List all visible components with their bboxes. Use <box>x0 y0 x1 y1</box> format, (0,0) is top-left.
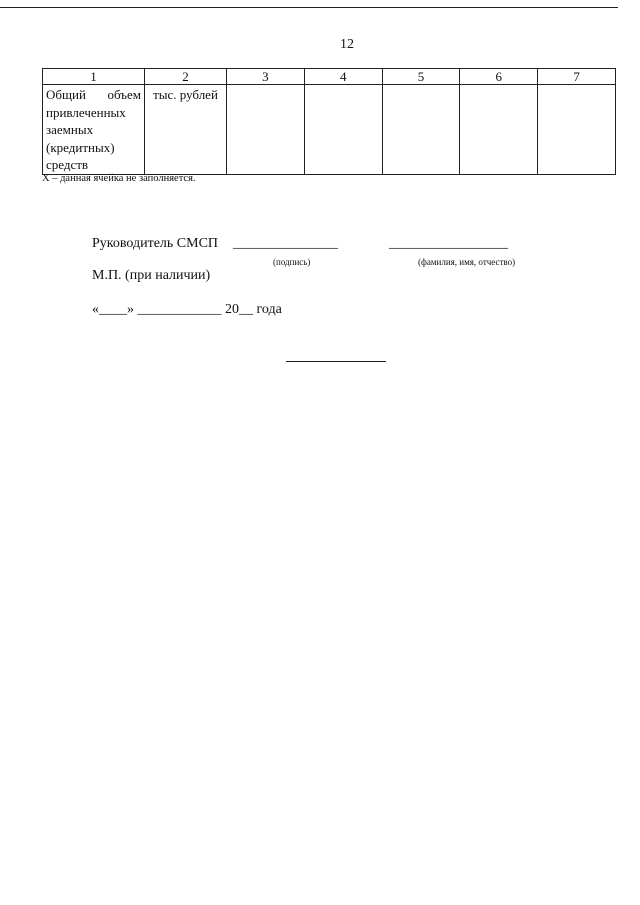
date-line[interactable]: «____» ____________ 20__ года <box>92 302 282 317</box>
value-cell-5[interactable] <box>382 85 460 175</box>
column-header-2: 2 <box>145 69 227 85</box>
head-signature-row <box>92 236 218 252</box>
value-cell-7[interactable] <box>538 85 616 175</box>
value-cell-4[interactable] <box>304 85 382 175</box>
table-row <box>43 85 616 175</box>
value-cell-6[interactable] <box>460 85 538 175</box>
value-cell-3[interactable] <box>227 85 305 175</box>
column-header-6: 6 <box>460 69 538 85</box>
table-header-row <box>43 69 616 85</box>
signature-line[interactable]: _______________ <box>233 236 338 251</box>
head-label: Руководитель СМСП <box>92 236 219 251</box>
column-header-5: 5 <box>382 69 460 85</box>
page-number: 12 <box>340 37 354 52</box>
name-caption: (фамилия, имя, отчество) <box>418 257 516 267</box>
indicator-cell: Общий объем привлеченных заемных (кредитных) средств <box>43 85 145 175</box>
column-header-1: 1 <box>43 69 145 85</box>
signature-caption: (подпись) <box>273 257 311 267</box>
stamp-label: М.П. (при наличии) <box>92 268 211 283</box>
unit-cell: тыс. рублей <box>145 85 227 175</box>
column-header-7: 7 <box>538 69 616 85</box>
end-separator <box>286 361 386 362</box>
top-rule <box>0 7 618 8</box>
table-note: X – данная ячейка не заполняется. <box>42 173 196 184</box>
data-table <box>42 68 616 175</box>
column-header-3: 3 <box>227 69 305 85</box>
name-line[interactable]: _________________ <box>389 236 508 251</box>
column-header-4: 4 <box>304 69 382 85</box>
